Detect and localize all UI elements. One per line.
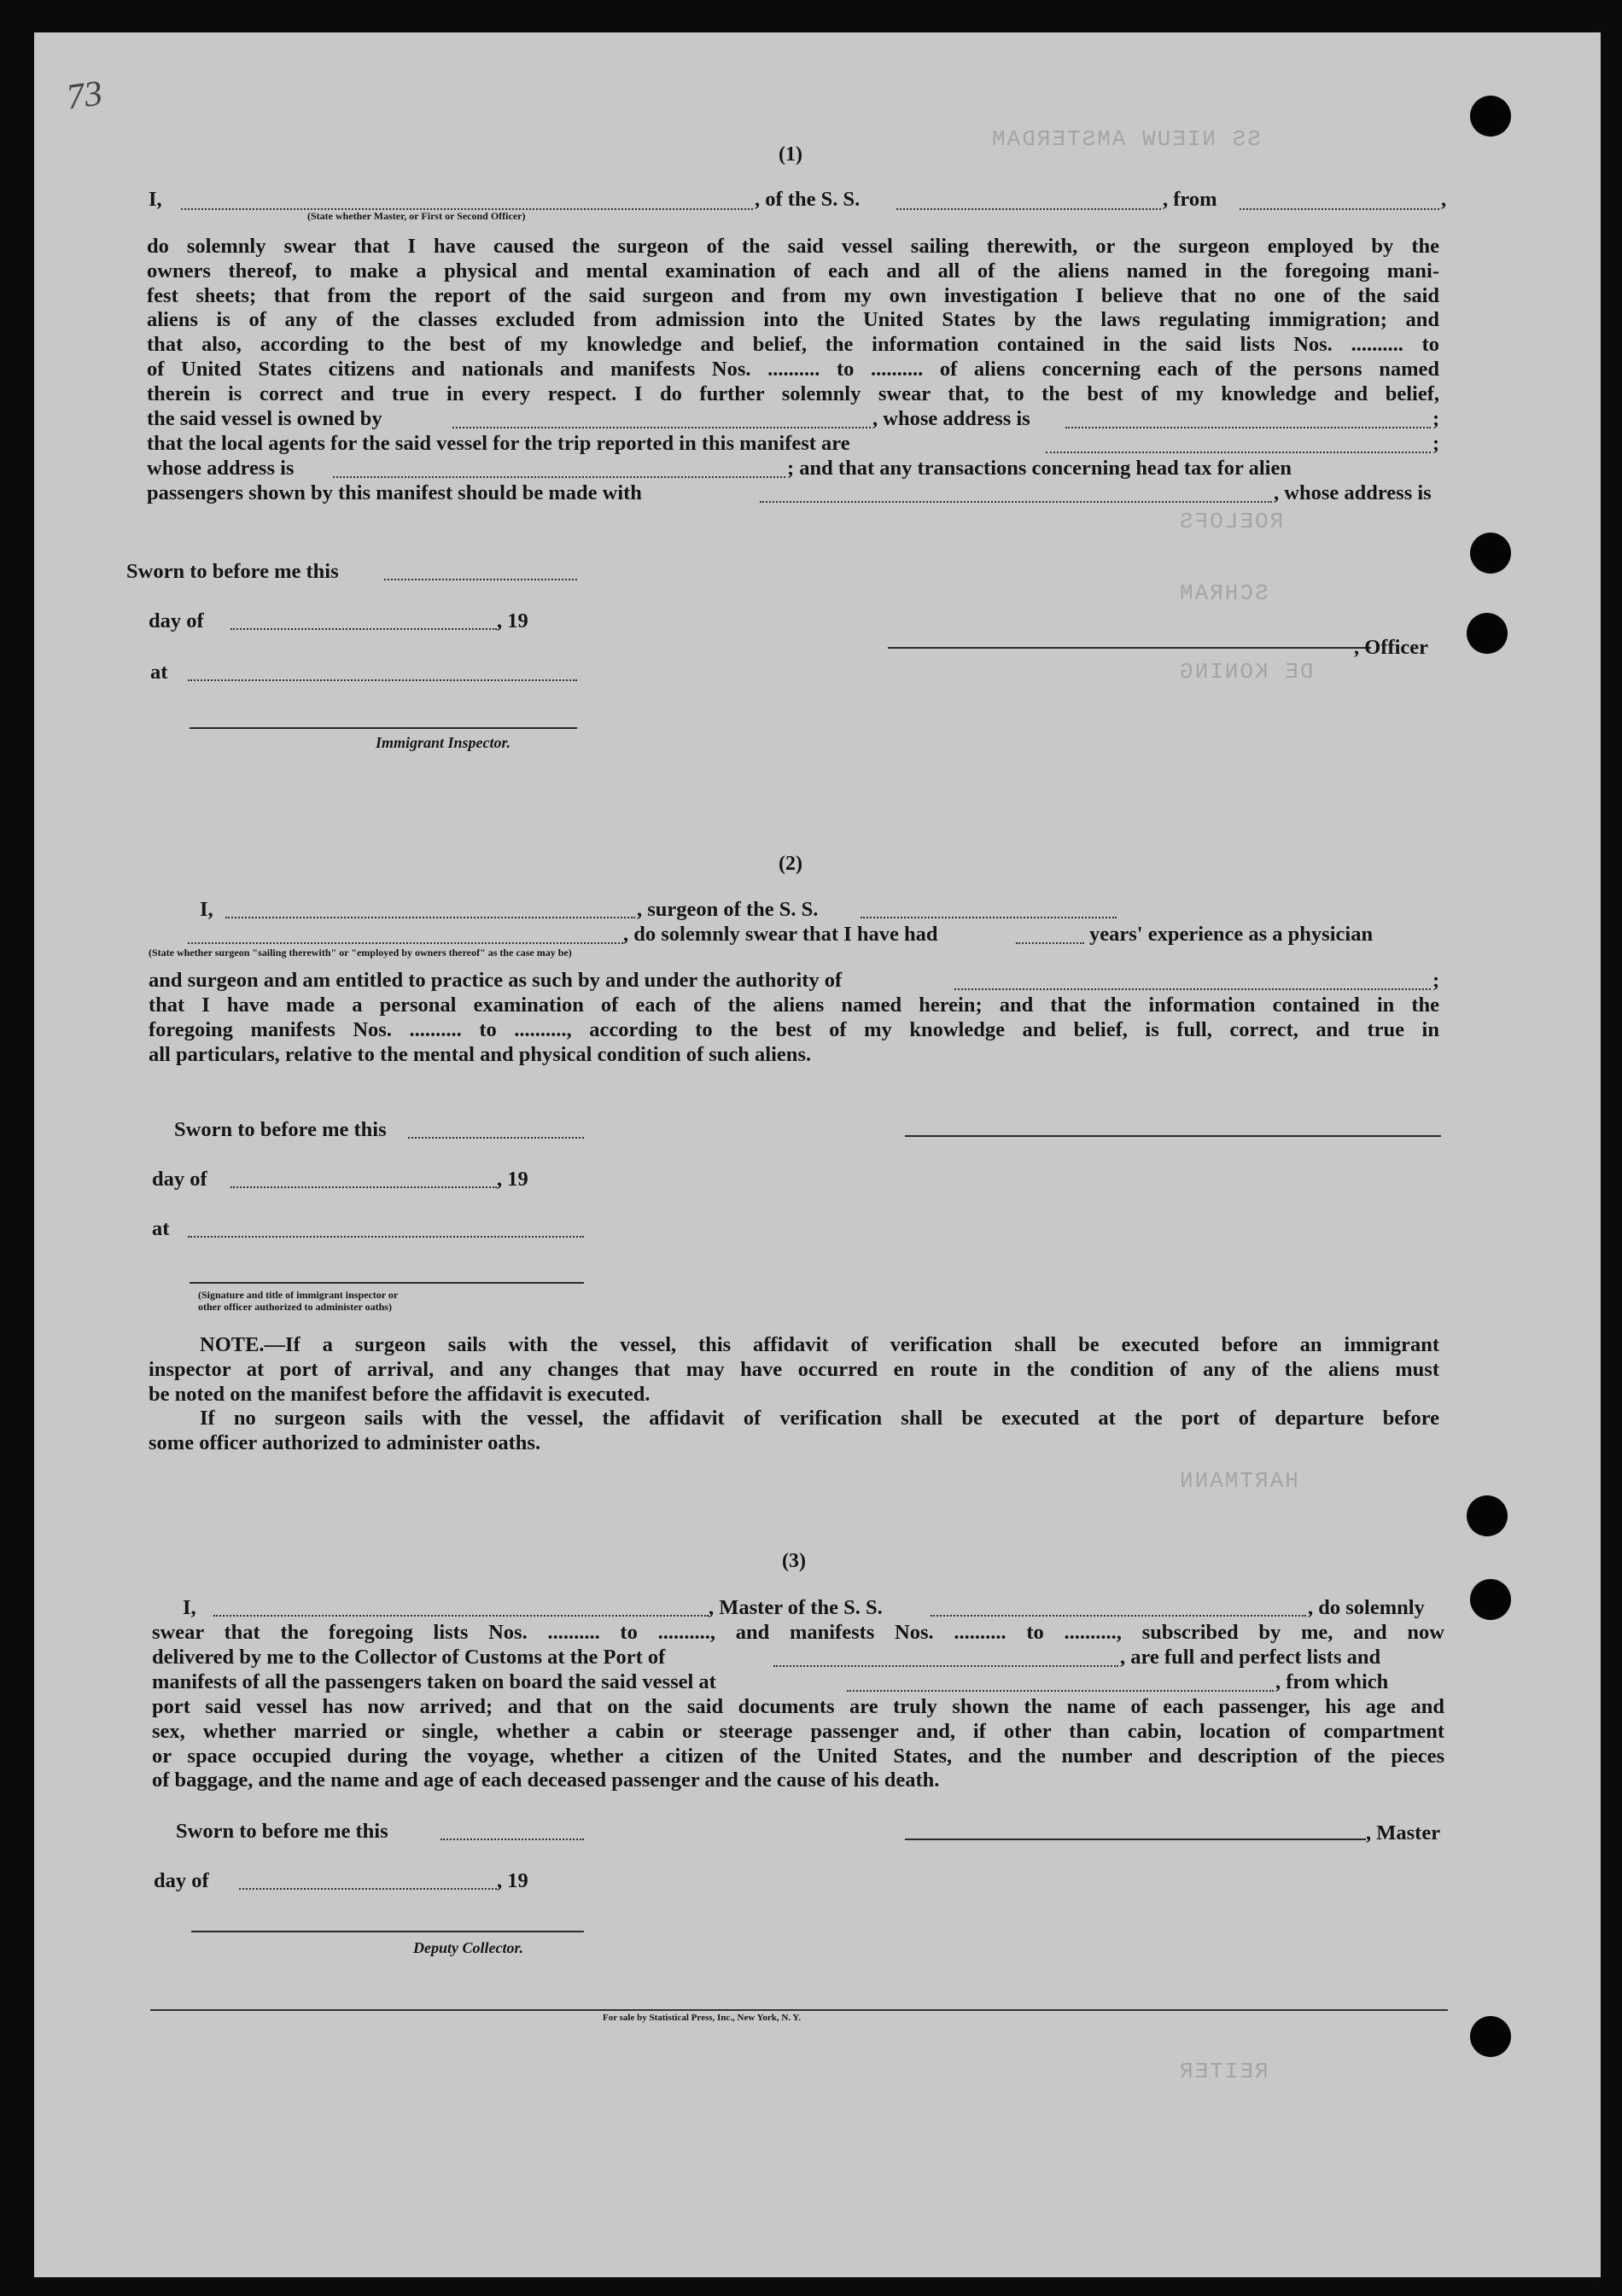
s3-oath-line: port said vessel has now arrived; and that on the said documents are truly shown the name of each passenger, his age and xyxy=(152,1695,1444,1718)
s3-deputy-label: Deputy Collector. xyxy=(413,1939,523,1956)
s3-do-solemnly-label: , do solemnly xyxy=(1308,1596,1425,1619)
s3-i-label: I, xyxy=(183,1596,196,1619)
s1-sworn-label: Sworn to before me this xyxy=(126,560,339,583)
section-1-title: (1) xyxy=(779,143,802,166)
s1-headtax-text: ; and that any transactions concerning head tax for alien xyxy=(787,457,1292,480)
s1-state-note: (State whether Master, or First or Second Officer) xyxy=(307,210,526,222)
s3-departure-port-line xyxy=(847,1690,1274,1692)
bleed-through-text: DE KONING xyxy=(1178,659,1314,685)
s1-owner-address-line xyxy=(1065,427,1431,428)
section-3-title: (3) xyxy=(782,1550,806,1572)
s2-day-of-label: day of xyxy=(152,1168,207,1191)
s2-years-line xyxy=(1016,942,1084,944)
s1-agents-label: that the local agents for the said vessel for the trip reported in this manifest are xyxy=(147,432,850,455)
s2-at-line xyxy=(188,1236,584,1238)
s2-authority-line xyxy=(954,988,1431,990)
s2-state-note: (State whether surgeon "sailing therewith" or "employed by owners thereof" as the case may be) xyxy=(149,947,572,959)
s3-oath-line: of baggage, and the name and age of each deceased passenger and the cause of his death. xyxy=(152,1769,940,1792)
s1-officer-label: , Officer xyxy=(1354,636,1429,659)
s2-note-text xyxy=(149,1333,1439,1456)
bleed-through-text: ROELOFS xyxy=(1178,509,1284,534)
s1-oath-line: of United States citizens and nationals and manifests Nos. .......... to .......... of aliens concerning each of the persons named xyxy=(147,357,1439,381)
s2-oath-text xyxy=(149,994,1439,1067)
s1-agents-line xyxy=(1046,452,1431,453)
s1-vessel-line xyxy=(896,208,1161,210)
s3-master-name-line xyxy=(213,1615,709,1617)
s2-surgeon-name-line xyxy=(225,917,635,918)
s1-owner-line xyxy=(452,427,871,428)
s3-port-end: , are full and perfect lists and xyxy=(1120,1646,1381,1669)
s2-authority-label: and surgeon and am entitled to practice as such by and under the authority of xyxy=(149,969,843,992)
bleed-through-text: SS NIEUW AMSTERDAM xyxy=(990,126,1261,152)
s1-owned-address-label: , whose address is xyxy=(872,407,1030,430)
s2-day-line xyxy=(230,1186,497,1188)
note-line: inspector at port of arrival, and any changes that may have occurred en route in the condition of any of the aliens must xyxy=(149,1357,1439,1381)
publisher-footer: For sale by Statistical Press, Inc., New York, N. Y. xyxy=(603,2013,802,2023)
s1-owned-by-label: the said vessel is owned by xyxy=(147,407,382,430)
s3-vessel-at-label: manifests of all the passengers taken on board the said vessel at xyxy=(152,1670,716,1693)
s1-inspector-signature-line xyxy=(190,727,577,729)
s1-oath-line: do solemnly swear that I have caused the surgeon of the said vessel sailing therewith, or the surgeon employed by the xyxy=(147,235,1439,258)
s3-day-line xyxy=(239,1888,497,1890)
s1-agents-address-line xyxy=(333,476,785,478)
s1-oath-text xyxy=(147,235,1439,407)
s1-owned-end: ; xyxy=(1432,407,1440,430)
s1-oath-line: therein is correct and true in every respect. I do further solemnly swear that, to the best of my knowledge and belief, xyxy=(147,382,1439,405)
bleed-through-text: REITER xyxy=(1178,2059,1269,2084)
bleed-through-text: HARTMANN xyxy=(1178,1468,1298,1494)
s2-oath-line: that I have made a personal examination of each of the aliens named herein; and that the information contained in the xyxy=(149,994,1439,1017)
s3-deputy-signature-line xyxy=(191,1931,584,1932)
footer-rule xyxy=(150,2009,1448,2011)
s3-vessel-line xyxy=(931,1615,1306,1617)
s3-year-label: , 19 xyxy=(497,1869,528,1892)
note-line: If no surgeon sails with the vessel, the affidavit of verification shall be executed at the port of departure before xyxy=(200,1407,1439,1431)
s1-made-with-address: , whose address is xyxy=(1274,481,1432,504)
s3-oath-text-continued xyxy=(152,1695,1444,1793)
s1-from-label: , from xyxy=(1163,188,1217,211)
s1-oath-line: fest sheets; that from the report of the said surgeon and from my own investigation I believe that no one of the said xyxy=(147,283,1439,307)
s1-agents-address-label: whose address is xyxy=(147,457,295,480)
s1-made-with-line xyxy=(760,501,1272,503)
s2-oath-line: foregoing manifests Nos. .......... to .........., according to the best of my knowledge and belief, is full, correct, and true in xyxy=(149,1017,1439,1041)
s3-vessel-end: , from which xyxy=(1275,1670,1389,1693)
s3-oath-line: or space occupied during the voyage, whether a citizen of the United States, and the number and description of the pieces xyxy=(152,1744,1444,1768)
s1-i-label: I, xyxy=(149,188,162,211)
s2-vessel-line xyxy=(861,917,1117,918)
bleed-through-text: SCHRAM xyxy=(1178,580,1269,606)
s1-comma: , xyxy=(1441,188,1447,211)
s2-years-label: years' experience as a physician xyxy=(1089,923,1374,946)
s1-officer-signature-line xyxy=(888,647,1371,649)
s2-inspector-signature-line xyxy=(190,1282,584,1284)
note-line: be noted on the manifest before the affidavit is executed. xyxy=(149,1382,651,1406)
s2-year-label: , 19 xyxy=(497,1168,528,1191)
s3-oath-line: swear that the foregoing lists Nos. .......... to .........., and manifests Nos. .......... to .........., subscribed by me, and now xyxy=(152,1621,1444,1644)
s1-agents-end: ; xyxy=(1432,432,1440,455)
binder-hole xyxy=(1470,2016,1511,2057)
s1-from-line xyxy=(1240,208,1439,210)
s1-of-ss-label: , of the S. S. xyxy=(755,188,861,211)
s2-at-label: at xyxy=(152,1217,170,1240)
s2-oath-line: all particulars, relative to the mental and physical condition of such aliens. xyxy=(149,1042,812,1066)
s2-signature-note: (Signature and title of immigrant inspector or xyxy=(198,1289,399,1301)
s3-port-line xyxy=(773,1665,1118,1667)
s1-oath-line: that also, according to the best of my knowledge and belief, the information contained in the said lists Nos. .......... to xyxy=(147,333,1439,357)
s2-surgeon-type-line xyxy=(188,942,623,944)
s1-sworn-line xyxy=(384,579,577,580)
s1-at-label: at xyxy=(150,661,168,684)
binder-hole xyxy=(1470,96,1511,137)
section-2-title: (2) xyxy=(779,853,802,875)
s1-at-line xyxy=(188,679,577,681)
s2-signature-note: other officer authorized to administer oaths) xyxy=(198,1301,392,1313)
s1-year-label: , 19 xyxy=(497,609,528,632)
note-line: some officer authorized to administer oaths. xyxy=(149,1431,541,1455)
s2-sworn-line xyxy=(408,1137,584,1139)
binder-hole xyxy=(1470,533,1511,574)
s1-inspector-label: Immigrant Inspector. xyxy=(376,734,511,751)
note-line: NOTE.—If a surgeon sails with the vessel, this affidavit of verification shall be executed before an immigrant xyxy=(200,1333,1439,1356)
s3-master-of-label: , Master of the S. S. xyxy=(709,1596,883,1619)
s1-made-with-label: passengers shown by this manifest should be made with xyxy=(147,481,642,504)
binder-hole xyxy=(1467,613,1508,654)
binder-hole xyxy=(1467,1495,1508,1536)
s1-oath-line: owners thereof, to make a physical and mental examination of each and all of the aliens named in the foregoing mani- xyxy=(147,259,1439,283)
s2-sworn-label: Sworn to before me this xyxy=(174,1118,387,1141)
s2-surgeon-of-label: , surgeon of the S. S. xyxy=(637,898,819,921)
s3-port-label: delivered by me to the Collector of Customs at the Port of xyxy=(152,1646,666,1669)
s3-day-of-label: day of xyxy=(154,1869,209,1892)
s3-sworn-line xyxy=(441,1839,584,1840)
s3-oath-text xyxy=(152,1621,1444,1646)
s3-oath-line: sex, whether married or single, whether a cabin or steerage passenger and, if other than cabin, location of compartment xyxy=(152,1719,1444,1743)
s1-day-of-label: day of xyxy=(149,609,204,632)
s1-oath-line: aliens is of any of the classes excluded from admission into the United States by the laws regulating immigration; and xyxy=(147,308,1439,332)
s2-authority-end: ; xyxy=(1432,969,1440,992)
s3-sworn-label: Sworn to before me this xyxy=(176,1820,388,1843)
s3-master-signature-line xyxy=(905,1839,1366,1840)
s2-swear-label: , do solemnly swear that I have had xyxy=(623,923,938,946)
s3-master-label: , Master xyxy=(1366,1821,1441,1844)
binder-hole xyxy=(1470,1579,1511,1620)
s2-surgeon-signature-line xyxy=(905,1135,1441,1137)
s1-day-line xyxy=(230,628,497,630)
handwritten-page-number: 73 xyxy=(64,73,105,118)
s2-i-label: I, xyxy=(200,898,213,921)
